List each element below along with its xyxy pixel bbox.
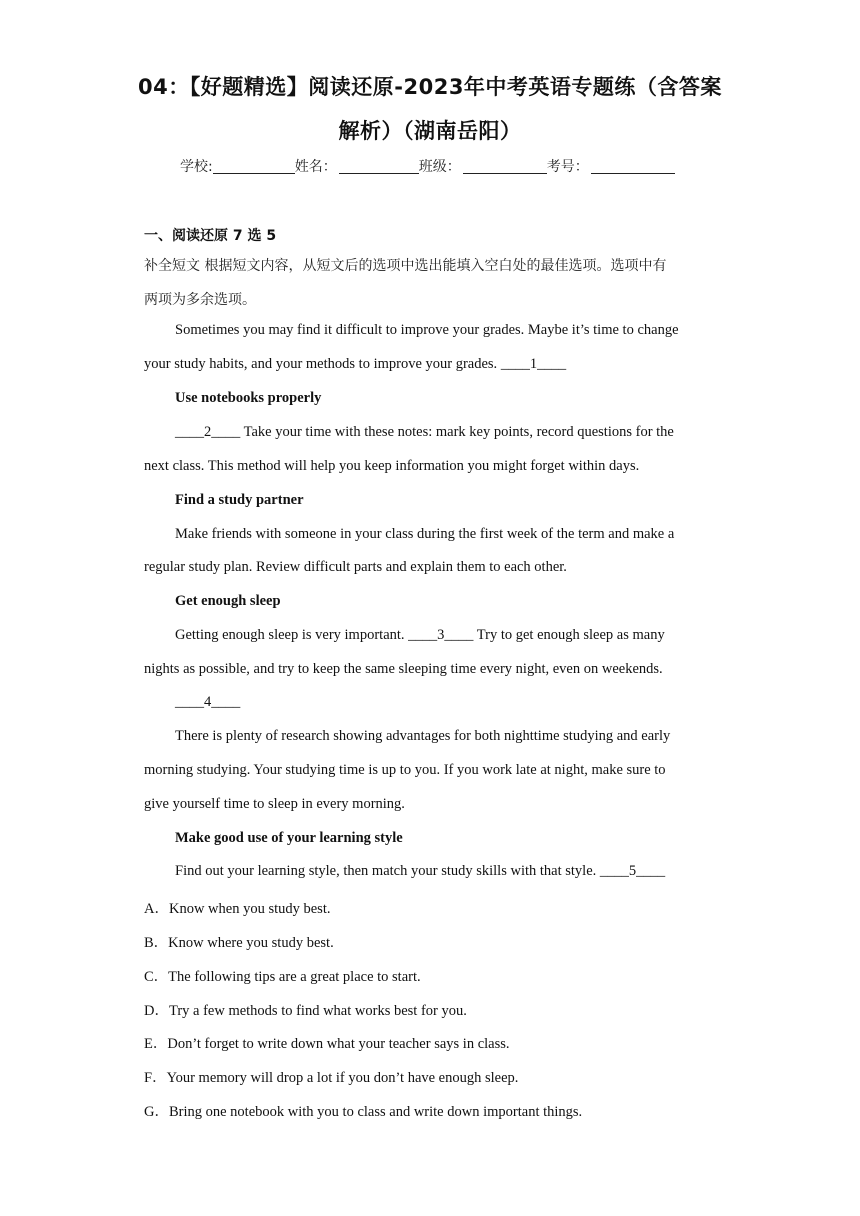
subheading-use-notebooks: Use notebooks properly xyxy=(175,390,322,406)
document-title-line-2: 解析）（湖南岳阳） xyxy=(338,119,522,143)
blank-5: ____5____ xyxy=(599,863,666,879)
paragraph-1-text: your study habits, and your methods to improve your grades. xyxy=(144,356,501,372)
paragraph-3-line-2: regular study plan. Review difficult parts and explain them to each other. xyxy=(144,559,567,575)
blank-2: ____2____ xyxy=(175,424,241,440)
student-info-fields xyxy=(180,156,675,176)
option-g: G．Bring one notebook with you to class and write down important things. xyxy=(144,1104,583,1120)
option-f: F．Your memory will drop a lot if you don’t have enough sleep. xyxy=(144,1070,519,1086)
document-title-line-1: 04：【好题精选】阅读还原-2023年中考英语专题练（含答案 xyxy=(138,75,722,99)
paragraph-3-line-1: Make friends with someone in your class during the first week of the term and make a xyxy=(175,526,675,542)
subheading-study-partner: Find a study partner xyxy=(175,492,304,508)
subheading-enough-sleep: Get enough sleep xyxy=(175,593,281,609)
subheading-learning-style: Make good use of your learning style xyxy=(175,830,403,846)
school-label: 学校: xyxy=(180,159,213,175)
blank-1: ____1____ xyxy=(500,356,567,372)
paragraph-5-line-3: give yourself time to sleep in every morning. xyxy=(144,796,405,812)
paragraph-2-line-2: next class. This method will help you keep information you might forget within days. xyxy=(144,458,640,474)
section-heading: 一、阅读还原 7 选 5 xyxy=(144,228,277,244)
exam-number-label: 考号： xyxy=(546,159,589,175)
class-blank[interactable] xyxy=(463,159,547,174)
name-blank[interactable] xyxy=(339,159,419,174)
paragraph-5-line-1: There is plenty of research showing advantages for both nighttime studying and early xyxy=(175,728,671,744)
paragraph-4-text-start: Getting enough sleep is very important. xyxy=(175,627,409,643)
name-label: 姓名： xyxy=(294,159,337,175)
instruction-line-1: 补全短文 根据短文内容，从短文后的选项中选出能填入空白处的最佳选项。选项中有 xyxy=(144,258,667,274)
class-label: 班级： xyxy=(418,159,461,175)
paragraph-6-line-1 xyxy=(175,863,665,880)
paragraph-5-line-2: morning studying. Your studying time is up to you. If you work late at night, make sure to xyxy=(144,762,666,778)
paragraph-1-line-2 xyxy=(144,356,566,373)
paragraph-4-line-1 xyxy=(175,627,665,644)
exam-number-blank[interactable] xyxy=(591,159,675,174)
option-a: A．Know when you study best. xyxy=(144,901,331,917)
option-c: C．The following tips are a great place to start. xyxy=(144,969,421,985)
paragraph-6-text: Find out your learning style, then match your study skills with that style. xyxy=(175,863,600,879)
option-e: E．Don’t forget to write down what your teacher says in class. xyxy=(144,1036,510,1052)
paragraph-4-line-2: nights as possible, and try to keep the same sleeping time every night, even on weekends. xyxy=(144,661,663,677)
blank-4: ____4____ xyxy=(175,694,241,710)
school-blank[interactable] xyxy=(213,159,295,174)
blank-3: ____3____ xyxy=(408,627,474,643)
paragraph-4-text-rest: Try to get enough sleep as many xyxy=(473,627,665,643)
paragraph-1-line-1: Sometimes you may find it difficult to improve your grades. Maybe it’s time to change xyxy=(175,322,679,338)
instruction-line-2: 两项为多余选项。 xyxy=(144,292,256,308)
option-d: D．Try a few methods to find what works best for you. xyxy=(144,1003,467,1019)
paragraph-2-text: Take your time with these notes: mark key points, record questions for the xyxy=(240,424,674,440)
option-b: B．Know where you study best. xyxy=(144,935,334,951)
paragraph-2-line-1 xyxy=(175,424,674,441)
